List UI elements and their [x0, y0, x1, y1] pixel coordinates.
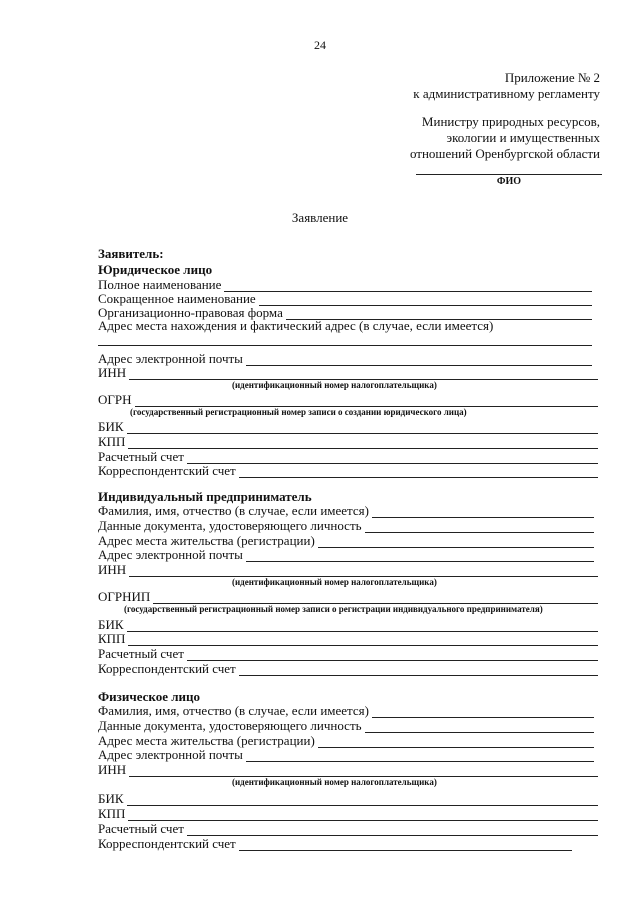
legal-inn-caption: (идентификационный номер налогоплательщика) — [232, 380, 437, 390]
np-bik-field[interactable] — [98, 790, 598, 806]
ie-inn-field[interactable] — [98, 561, 598, 577]
ie-kpp-label: КПП — [98, 631, 126, 646]
np-id-document-field[interactable] — [98, 717, 594, 733]
np-account-label: Расчетный счет — [98, 821, 184, 836]
legal-kpp-label: КПП — [98, 434, 126, 449]
legal-address-label: Адрес места нахождения и фактический адрес (в случае, если имеется) — [98, 318, 494, 333]
addressee-line-3: отношений Оренбургской области — [409, 146, 600, 161]
natural-person-heading: Физическое лицо — [98, 689, 201, 704]
legal-corr-account-label: Корреспондентский счет — [98, 463, 236, 478]
document-title: Заявление — [291, 210, 349, 225]
np-kpp-label: КПП — [98, 806, 126, 821]
ie-fio-label: Фамилия, имя, отчество (в случае, если имеется) — [98, 503, 369, 518]
ie-ogrnip-caption: (государственный регистрационный номер записи о регистрации индивидуального предпринимателя) — [124, 604, 543, 614]
signature-caption: ФИО — [496, 176, 522, 187]
ie-corr-account-field[interactable] — [98, 660, 598, 676]
ie-residence-label: Адрес места жительства (регистрации) — [98, 533, 315, 548]
legal-account-label: Расчетный счет — [98, 449, 184, 464]
np-email-label: Адрес электронной почты — [98, 747, 243, 762]
ie-id-document-field[interactable] — [98, 517, 594, 533]
legal-bik-label: БИК — [98, 419, 124, 434]
ie-kpp-field[interactable] — [98, 630, 598, 646]
np-inn-label: ИНН — [98, 762, 127, 777]
legal-inn-label: ИНН — [98, 365, 127, 380]
np-fio-label: Фамилия, имя, отчество (в случае, если имеется) — [98, 703, 369, 718]
ie-ogrnip-field[interactable] — [98, 588, 598, 604]
ie-corr-account-label: Корреспондентский счет — [98, 661, 236, 676]
legal-email-label: Адрес электронной почты — [98, 351, 243, 366]
page-number: 24 — [314, 38, 326, 52]
legal-kpp-field[interactable] — [98, 433, 598, 449]
np-corr-account-field[interactable] — [98, 835, 572, 851]
np-residence-label: Адрес места жительства (регистрации) — [98, 733, 315, 748]
np-corr-account-line[interactable] — [239, 838, 572, 851]
ie-ogrnip-label: ОГРНИП — [98, 589, 151, 604]
legal-short-name-label: Сокращенное наименование — [98, 291, 256, 306]
addressee-line-1: Министру природных ресурсов, — [421, 114, 600, 129]
legal-bik-field[interactable] — [98, 418, 598, 434]
legal-address-line[interactable] — [98, 345, 592, 346]
np-inn-line[interactable] — [129, 764, 598, 777]
ie-bik-label: БИК — [98, 617, 124, 632]
legal-ogrn-field[interactable] — [98, 391, 598, 407]
ie-email-label: Адрес электронной почты — [98, 547, 243, 562]
ie-ogrnip-line[interactable] — [153, 591, 598, 604]
np-email-field[interactable] — [98, 746, 594, 762]
ie-email-field[interactable] — [98, 546, 594, 562]
np-id-document-label: Данные документа, удостоверяющего личность — [98, 718, 362, 733]
applicant-label: Заявитель: — [98, 246, 164, 261]
ie-corr-account-line[interactable] — [239, 663, 598, 676]
addressee-line-2: экологии и имущественных — [446, 130, 600, 145]
ie-id-document-label: Данные документа, удостоверяющего личность — [98, 518, 362, 533]
ie-inn-caption: (идентификационный номер налогоплательщика) — [232, 577, 437, 587]
ie-inn-label: ИНН — [98, 562, 127, 577]
np-fio-field[interactable] — [98, 702, 594, 718]
np-inn-field[interactable] — [98, 761, 598, 777]
legal-inn-field[interactable] — [98, 364, 598, 380]
np-account-field[interactable] — [98, 820, 598, 836]
np-kpp-field[interactable] — [98, 805, 598, 821]
signature-line — [416, 174, 602, 175]
legal-full-name-label: Полное наименование — [98, 277, 222, 292]
ie-account-label: Расчетный счет — [98, 646, 184, 661]
legal-corr-account-line[interactable] — [239, 465, 598, 478]
appendix-title: Приложение № 2 — [504, 70, 600, 85]
legal-corr-account-field[interactable] — [98, 462, 598, 478]
np-corr-account-label: Корреспондентский счет — [98, 836, 236, 851]
legal-ogrn-line[interactable] — [135, 394, 598, 407]
ie-account-field[interactable] — [98, 645, 598, 661]
legal-ogrn-caption: (государственный регистрационный номер записи о создании юридического лица) — [130, 407, 467, 417]
np-bik-label: БИК — [98, 791, 124, 806]
entrepreneur-heading: Индивидуальный предприниматель — [98, 489, 312, 504]
ie-fio-field[interactable] — [98, 502, 594, 518]
appendix-subtitle: к административному регламенту — [413, 86, 600, 101]
legal-org-form-label: Организационно-правовая форма — [98, 305, 283, 320]
np-inn-caption: (идентификационный номер налогоплательщика) — [232, 777, 437, 787]
legal-inn-line[interactable] — [129, 367, 598, 380]
ie-inn-line[interactable] — [129, 564, 598, 577]
legal-entity-heading: Юридическое лицо — [98, 262, 213, 277]
legal-ogrn-label: ОГРН — [98, 392, 132, 407]
